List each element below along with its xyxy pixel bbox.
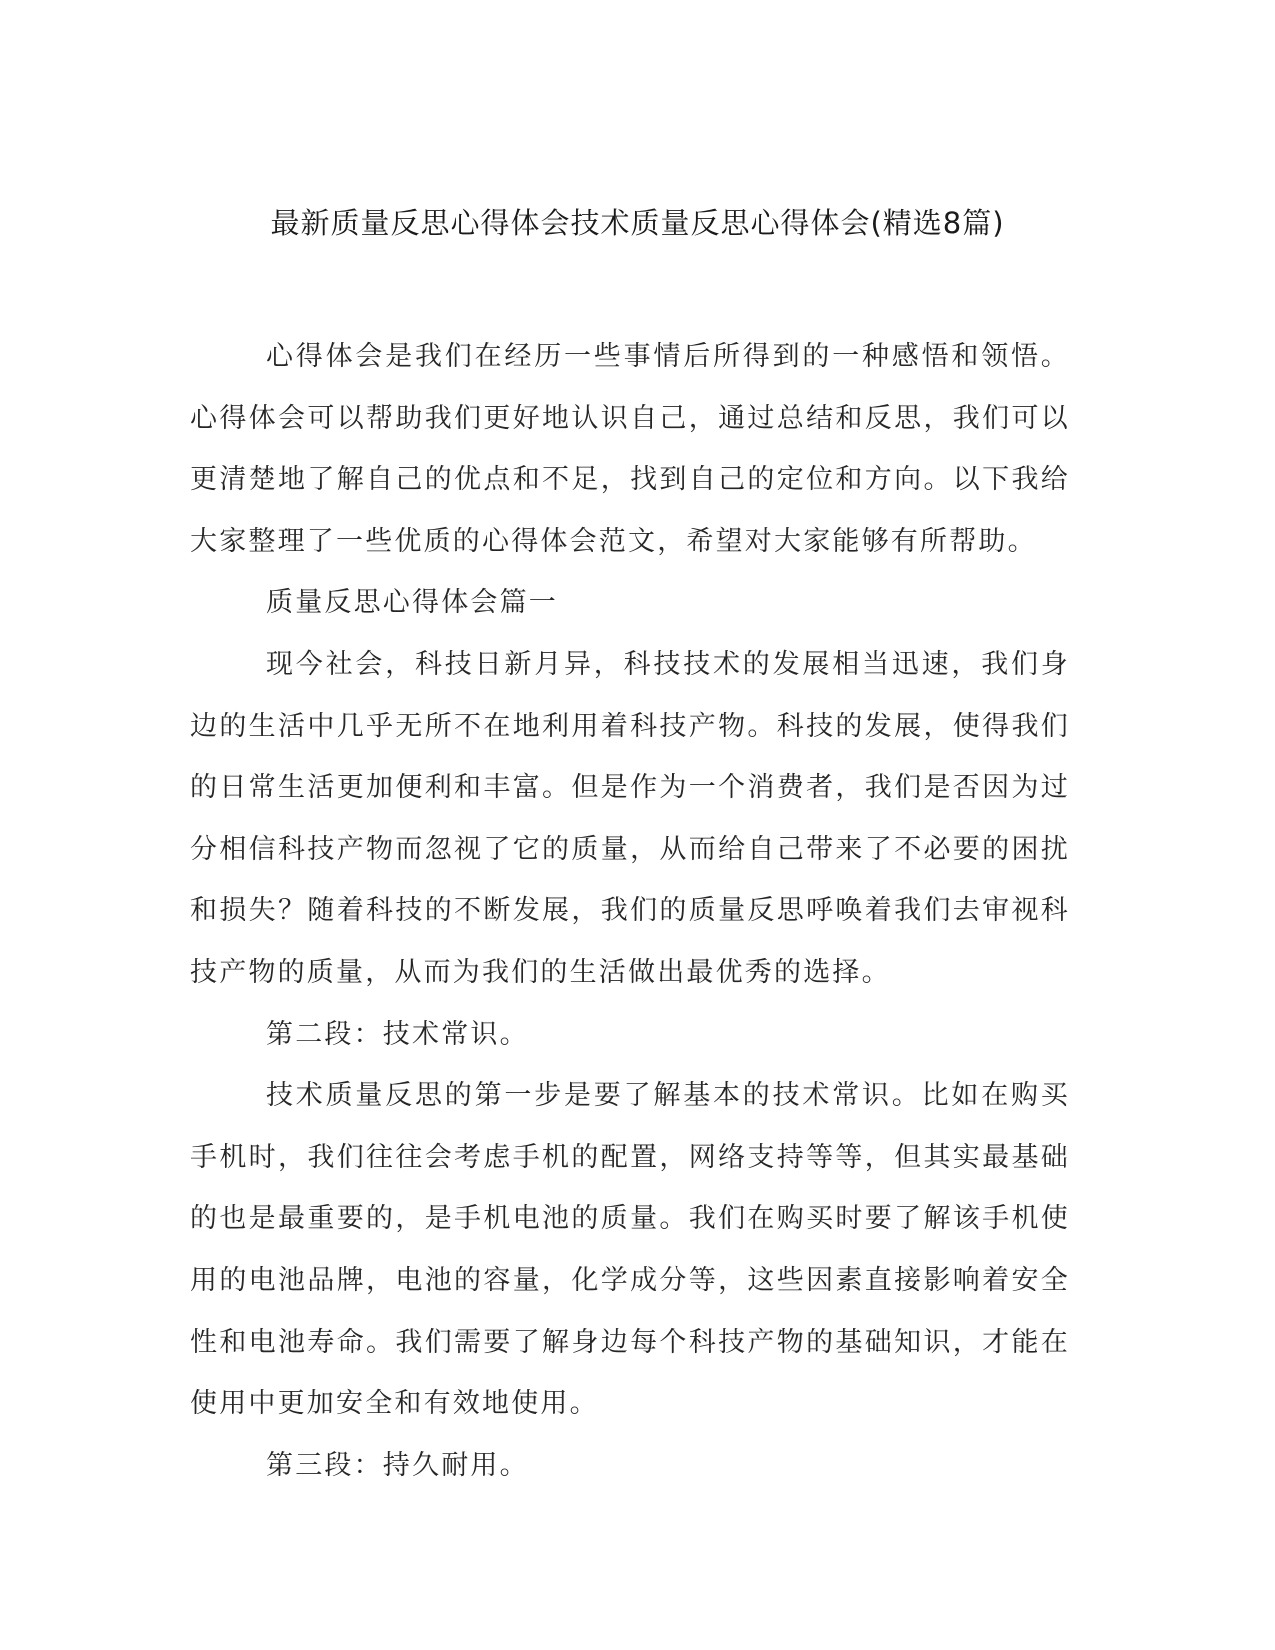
body-paragraph: 现今社会，科技日新月异，科技技术的发展相当迅速，我们身边的生活中几乎无所不在地利用着科技产物。科技的发展，使得我们的日常生活更加便利和丰富。但是作为一个消费者，我们是否因为过分相信科技产物而忽视了它的质量，从而给自己带来了不必要的困扰和损失？随着科技的不断发展，我们的质量反思呼唤着我们去审视科技产物的质量，从而为我们的生活做出最优秀的选择。 [190,648,1070,988]
intro-paragraph: 心得体会是我们在经历一些事情后所得到的一种感悟和领悟。心得体会可以帮助我们更好地认识自己，通过总结和反思，我们可以更清楚地了解自己的优点和不足，找到自己的定位和方向。以下我给大家整理了一些优质的心得体会范文，希望对大家能够有所帮助。 [190,341,1070,557]
section-heading-third: 第三段：持久耐用。 [266,1449,529,1481]
section-heading-second: 第二段：技术常识。 [266,1018,529,1050]
document-body [190,326,1070,1496]
body-paragraph: 技术质量反思的第一步是要了解基本的技术常识。比如在购买手机时，我们往往会考虑手机的配置，网络支持等等，但其实最基础的也是最重要的，是手机电池的质量。我们在购买时要了解该手机使用的电池品牌，电池的容量，化学成分等，这些因素直接影响着安全性和电池寿命。我们需要了解身边每个科技产物的基础知识，才能在使用中更加安全和有效地使用。 [190,1080,1070,1420]
section-heading-part-one: 质量反思心得体会篇一 [266,587,558,619]
document-title: 最新质量反思心得体会技术质量反思心得体会(精选8篇) [270,206,1005,240]
